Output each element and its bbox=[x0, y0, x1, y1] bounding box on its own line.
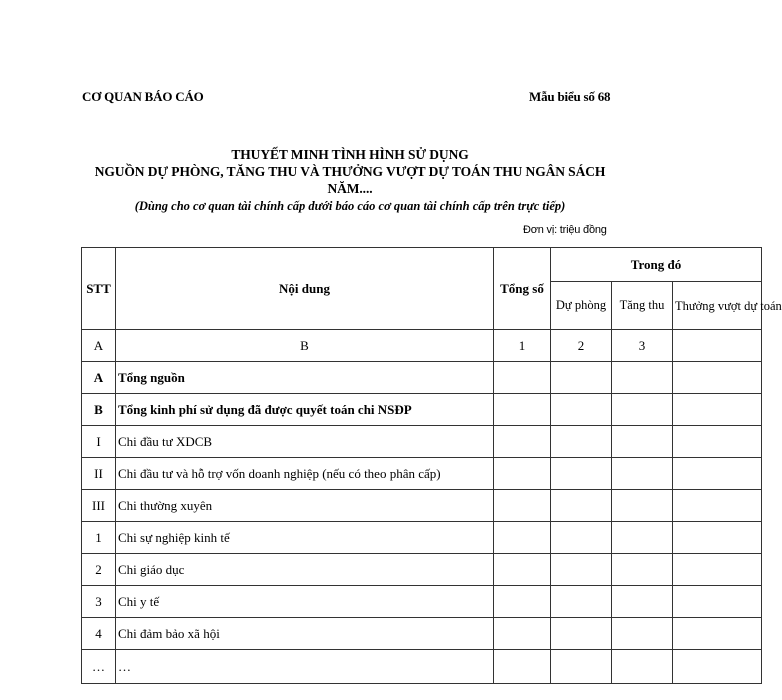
value-cell bbox=[673, 522, 762, 554]
table-row bbox=[82, 362, 762, 394]
table-row bbox=[82, 490, 762, 522]
form-number-label: Mẫu biểu số 68 bbox=[529, 89, 611, 104]
value-cell bbox=[612, 586, 673, 618]
header-increase: Tăng thu bbox=[612, 282, 673, 330]
value-cell bbox=[673, 490, 762, 522]
value-cell bbox=[612, 490, 673, 522]
header-total: Tổng số bbox=[494, 248, 551, 330]
table-header-row bbox=[82, 248, 762, 282]
table-row bbox=[82, 586, 762, 618]
row-content: … bbox=[116, 650, 494, 684]
header-stt: STT bbox=[82, 248, 116, 330]
row-stt: B bbox=[82, 394, 116, 426]
value-cell bbox=[551, 362, 612, 394]
value-cell bbox=[673, 394, 762, 426]
header-content: Nội dung bbox=[116, 248, 494, 330]
header-bonus: Thưởng vượt dự toán bbox=[673, 282, 762, 330]
header-reserve: Dự phòng bbox=[551, 282, 612, 330]
row-stt: 3 bbox=[82, 586, 116, 618]
value-cell bbox=[494, 554, 551, 586]
table-row bbox=[82, 426, 762, 458]
code-cell: A bbox=[82, 330, 116, 362]
value-cell bbox=[673, 458, 762, 490]
value-cell bbox=[612, 458, 673, 490]
value-cell bbox=[673, 586, 762, 618]
table-row bbox=[82, 458, 762, 490]
value-cell bbox=[494, 362, 551, 394]
value-cell bbox=[551, 650, 612, 684]
report-title-line-2: NGUỒN DỰ PHÒNG, TĂNG THU VÀ THƯỞNG VƯỢT DỰ TOÁN THU NGÂN SÁCH bbox=[94, 164, 606, 179]
value-cell bbox=[551, 394, 612, 426]
value-cell bbox=[494, 490, 551, 522]
row-stt: 1 bbox=[82, 522, 116, 554]
value-cell bbox=[494, 650, 551, 684]
value-cell bbox=[494, 458, 551, 490]
code-cell bbox=[673, 330, 762, 362]
value-cell bbox=[494, 394, 551, 426]
row-content: Chi đầu tư XDCB bbox=[116, 426, 494, 458]
value-cell bbox=[612, 618, 673, 650]
report-table bbox=[81, 247, 782, 684]
value-cell bbox=[551, 586, 612, 618]
row-stt: II bbox=[82, 458, 116, 490]
code-cell: 3 bbox=[612, 330, 673, 362]
row-stt: III bbox=[82, 490, 116, 522]
value-cell bbox=[551, 554, 612, 586]
report-subtitle: (Dùng cho cơ quan tài chính cấp dưới báo cáo cơ quan tài chính cấp trên trực tiếp) bbox=[134, 199, 566, 213]
table-row bbox=[82, 618, 762, 650]
row-content: Tổng kinh phí sử dụng đã được quyết toán chi NSĐP bbox=[116, 394, 494, 426]
row-stt: 4 bbox=[82, 618, 116, 650]
table-row bbox=[82, 522, 762, 554]
value-cell bbox=[673, 618, 762, 650]
value-cell bbox=[673, 362, 762, 394]
unit-label: Đơn vị: triệu đồng bbox=[523, 224, 607, 236]
value-cell bbox=[494, 426, 551, 458]
value-cell bbox=[612, 362, 673, 394]
report-title-line-3: NĂM.... bbox=[327, 181, 373, 196]
row-stt: A bbox=[82, 362, 116, 394]
row-stt: … bbox=[82, 650, 116, 684]
value-cell bbox=[551, 426, 612, 458]
row-stt: 2 bbox=[82, 554, 116, 586]
value-cell bbox=[673, 650, 762, 684]
row-content: Chi đảm bảo xã hội bbox=[116, 618, 494, 650]
row-stt: I bbox=[82, 426, 116, 458]
code-cell: 1 bbox=[494, 330, 551, 362]
report-title-line-1: THUYẾT MINH TÌNH HÌNH SỬ DỤNG bbox=[231, 147, 469, 162]
table-row bbox=[82, 394, 762, 426]
value-cell bbox=[494, 522, 551, 554]
value-cell bbox=[673, 554, 762, 586]
value-cell bbox=[551, 458, 612, 490]
row-content: Chi sự nghiệp kinh tế bbox=[116, 522, 494, 554]
reporting-agency-label: CƠ QUAN BÁO CÁO bbox=[82, 89, 204, 104]
code-cell: 2 bbox=[551, 330, 612, 362]
value-cell bbox=[673, 426, 762, 458]
value-cell bbox=[494, 618, 551, 650]
value-cell bbox=[494, 586, 551, 618]
header-of-which: Trong đó bbox=[551, 248, 762, 282]
value-cell bbox=[551, 618, 612, 650]
table-row bbox=[82, 650, 762, 684]
value-cell bbox=[612, 522, 673, 554]
row-content: Chi giáo dục bbox=[116, 554, 494, 586]
row-content: Chi y tế bbox=[116, 586, 494, 618]
value-cell bbox=[612, 554, 673, 586]
value-cell bbox=[612, 394, 673, 426]
value-cell bbox=[612, 426, 673, 458]
row-content: Chi thường xuyên bbox=[116, 490, 494, 522]
row-content: Tổng nguồn bbox=[116, 362, 494, 394]
table-row bbox=[82, 554, 762, 586]
value-cell bbox=[551, 522, 612, 554]
value-cell bbox=[551, 490, 612, 522]
value-cell bbox=[612, 650, 673, 684]
code-cell: B bbox=[116, 330, 494, 362]
table-code-row bbox=[82, 330, 762, 362]
row-content: Chi đầu tư và hỗ trợ vốn doanh nghiệp (nếu có theo phân cấp) bbox=[116, 458, 494, 490]
